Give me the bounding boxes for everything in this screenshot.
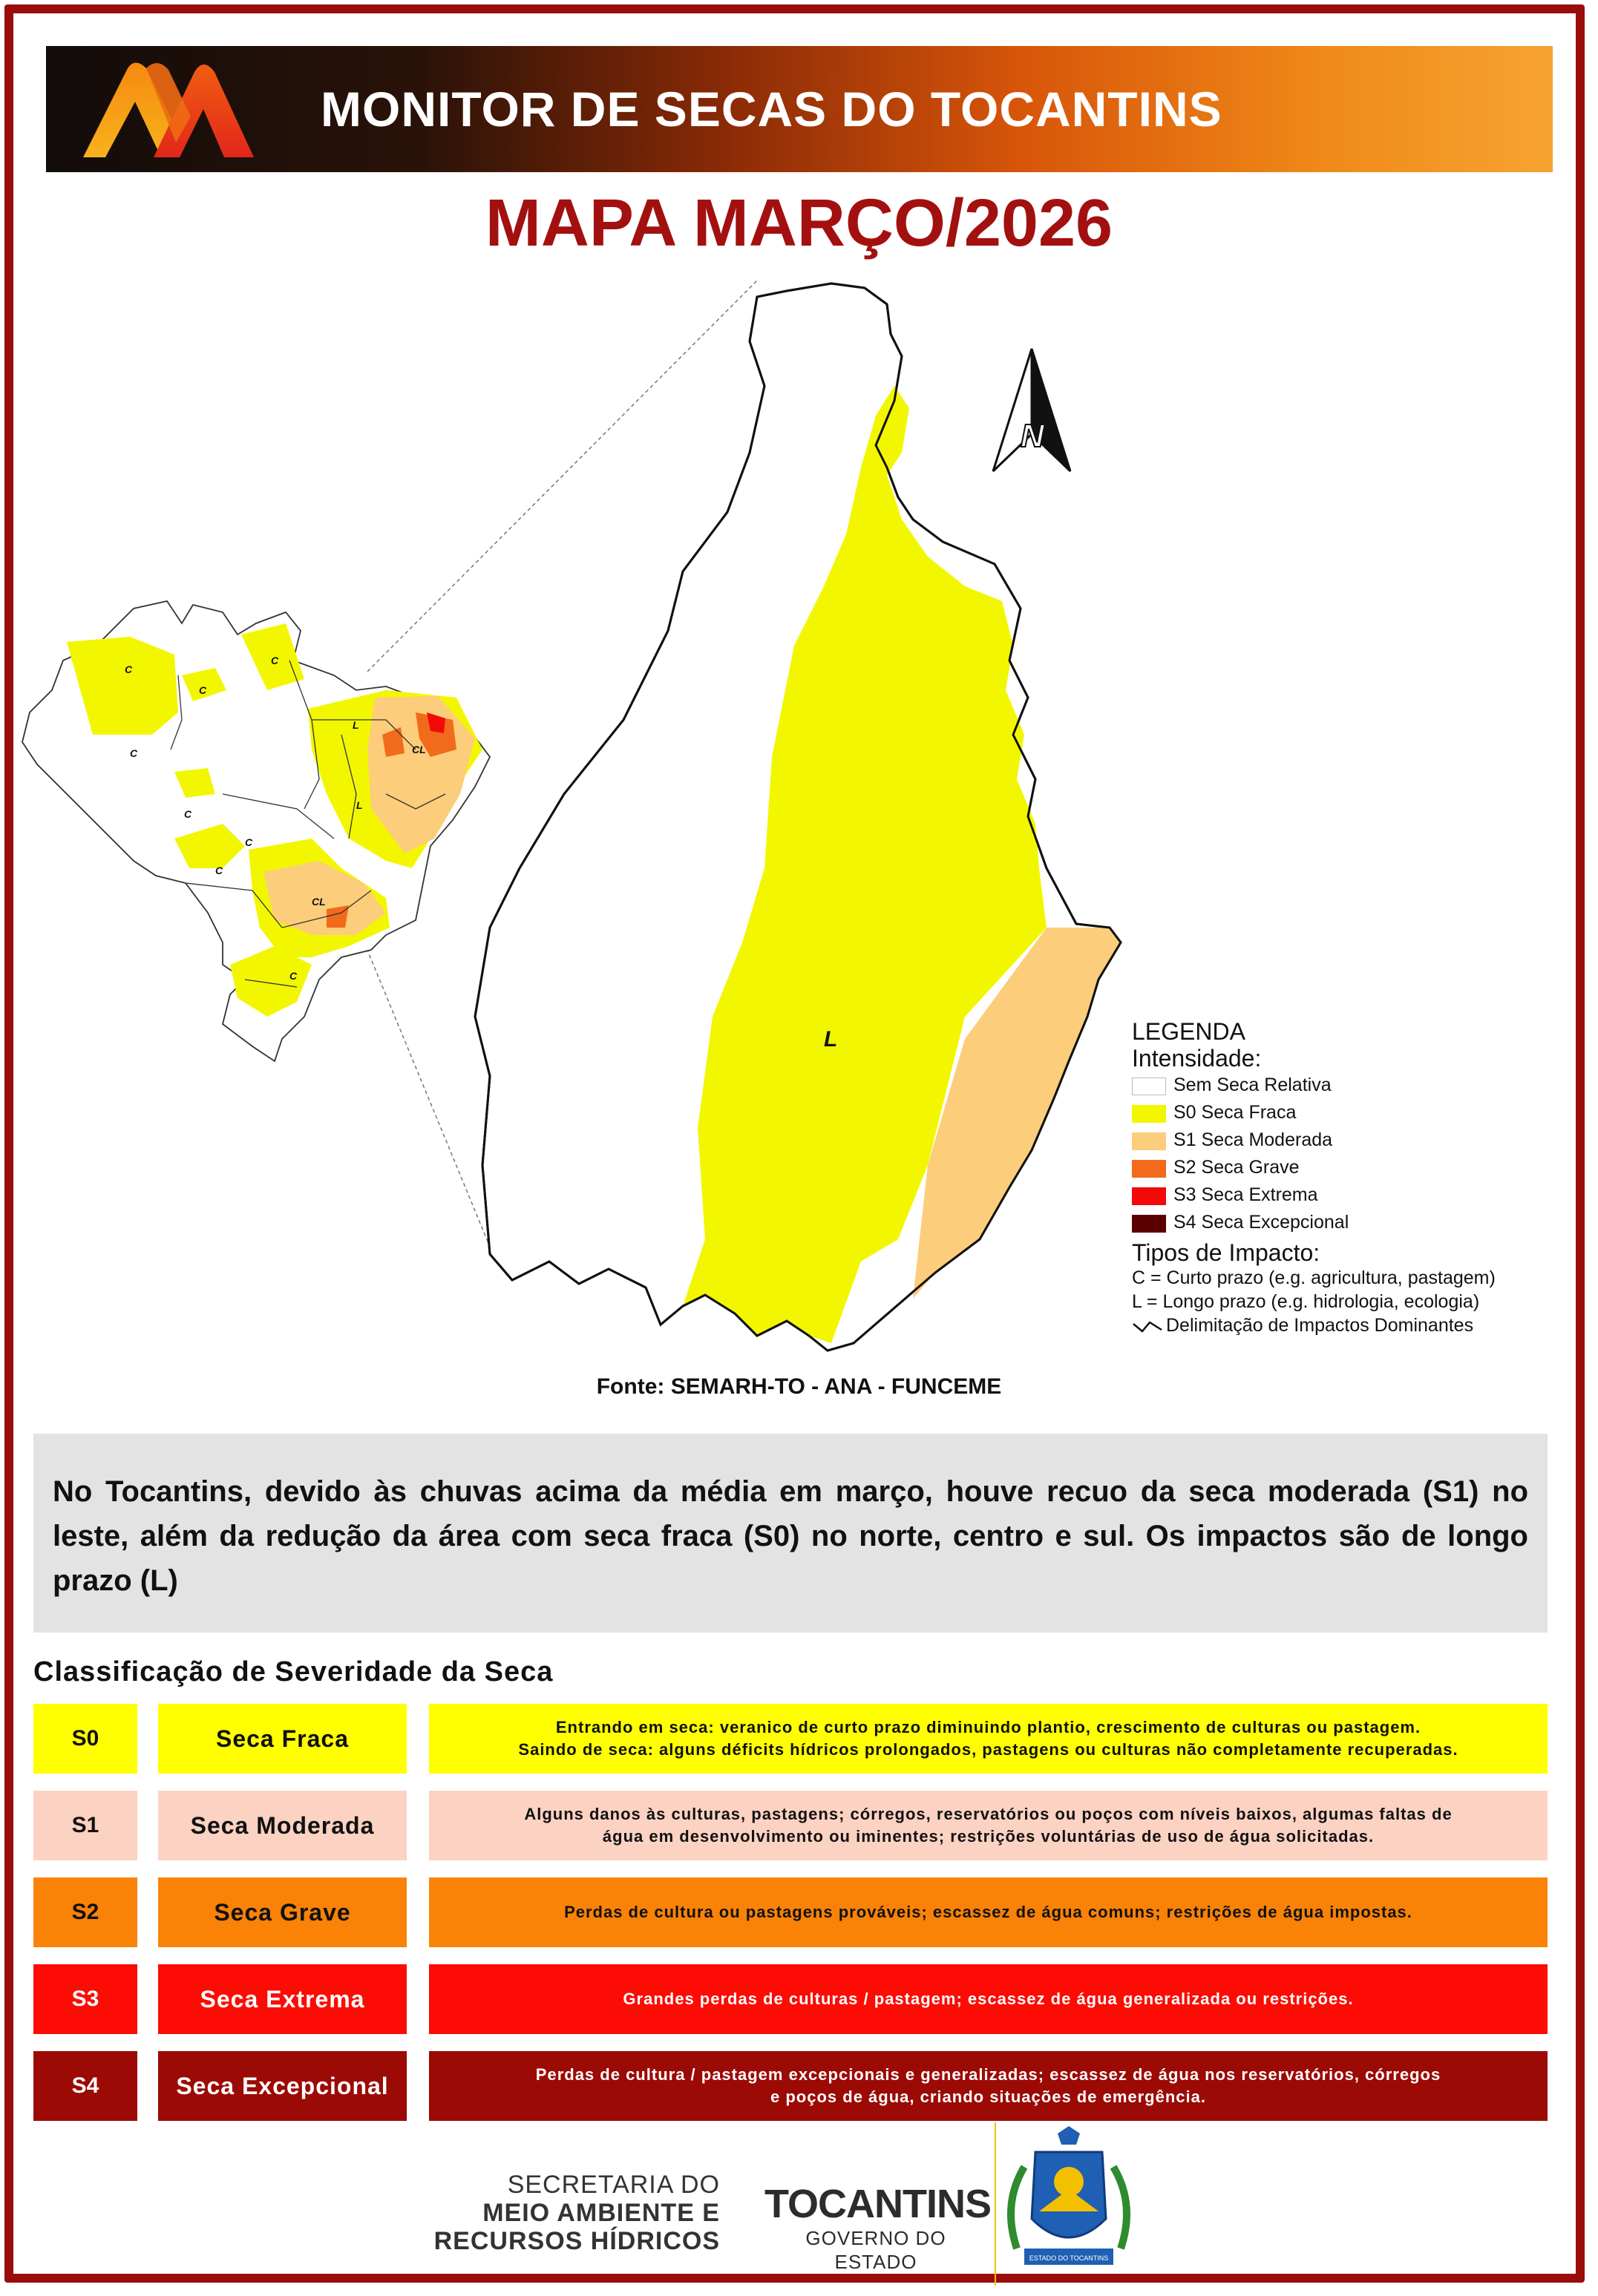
delimitation-line-icon	[1132, 1318, 1163, 1334]
header-banner	[46, 46, 1553, 172]
severity-description	[429, 1964, 1548, 2034]
legend-swatch-s2	[1132, 1160, 1166, 1178]
legend-intensity-title: Intensidade:	[1132, 1045, 1262, 1072]
severity-description-line: Perdas de cultura ou pastagens prováveis; escassez de água comuns; restrições de água impostas.	[564, 1903, 1412, 1921]
classification-title: Classificação de Severidade da Seca	[33, 1656, 554, 1687]
severity-row-s2	[33, 1877, 1548, 1947]
severity-description	[429, 1877, 1548, 1947]
brazil-impact-label: C	[184, 808, 192, 820]
legend-label: Sem Seca Relativa	[1173, 1075, 1332, 1095]
severity-code: S3	[33, 1964, 137, 2034]
severity-row-s0	[33, 1704, 1548, 1774]
semarh-line: MEIO AMBIENTE E	[482, 2199, 720, 2227]
legend-swatch-s0	[1132, 1105, 1166, 1123]
brazil-impact-label: C	[271, 655, 279, 666]
legend-item	[1132, 1126, 1577, 1154]
severity-description-line: água em desenvolvimento ou iminentes; restrições voluntárias de uso de água solicitadas.	[602, 1827, 1375, 1846]
severity-row-s3	[33, 1964, 1548, 2034]
semarh-logo	[416, 2171, 720, 2255]
legend-impact-l: L = Longo prazo (e.g. hidrologia, ecologia)	[1132, 1291, 1480, 1312]
severity-description-line: Saindo de seca: alguns déficits hídricos prolongados, pastagens ou culturas não completamente recuperadas.	[518, 1740, 1458, 1759]
semarh-line: SECRETARIA DO	[507, 2171, 720, 2199]
brazil-impact-label: C	[199, 684, 207, 696]
legend-delimit-label: Delimitação de Impactos Dominantes	[1166, 1315, 1474, 1336]
brazil-impact-label: CL	[412, 744, 426, 755]
summary-box	[33, 1434, 1548, 1633]
severity-description-line: Grandes perdas de culturas / pastagem; escassez de água generalizada ou restrições.	[623, 1990, 1354, 2008]
brazil-impact-label: L	[356, 799, 363, 811]
brazil-impact-label: C	[245, 836, 253, 848]
legend-label: S0 Seca Fraca	[1173, 1102, 1297, 1123]
severity-code: S0	[33, 1704, 137, 1774]
legend-label: S2 Seca Grave	[1173, 1157, 1300, 1178]
legend-swatch-none	[1132, 1078, 1166, 1095]
legend-item	[1132, 1209, 1577, 1236]
severity-description	[429, 1791, 1548, 1860]
severity-name: Seca Grave	[158, 1877, 407, 1947]
severity-description	[429, 1704, 1548, 1774]
legend-swatch-s3	[1132, 1187, 1166, 1205]
severity-name: Seca Fraca	[158, 1704, 407, 1774]
state-subtitle: GOVERNO DO ESTADO	[805, 2227, 946, 2273]
legend-item	[1132, 1181, 1577, 1209]
severity-code: S1	[33, 1791, 137, 1860]
summary-text: No Tocantins, devido às chuvas acima da média em março, houve recuo da seca moderada (S1) no leste, além da redução da área com seca fraca (S0) no norte, centro e sul. Os impactos são de longo prazo (L)	[53, 1475, 1528, 1597]
brazil-impact-label: C	[130, 747, 138, 759]
legend-impact-title: Tipos de Impacto:	[1132, 1239, 1320, 1266]
severity-code: S2	[33, 1877, 137, 1947]
severity-description-line: e poços de água, criando situações de emergência.	[770, 2087, 1206, 2106]
map-title: MAPA MARÇO/2026	[485, 186, 1113, 260]
zoom-line-bottom	[349, 905, 490, 1247]
severity-description-line: Perdas de cultura / pastagem excepcionais e generalizadas; escassez de água nos reservatórios, córregos	[535, 2065, 1441, 2084]
severity-name: Seca Excepcional	[158, 2051, 407, 2121]
legend-delimit	[1132, 1313, 1577, 1337]
state-name: TOCANTINS	[764, 2182, 992, 2226]
legend-item	[1132, 1072, 1577, 1099]
map-legend	[1132, 1018, 1577, 1337]
legend-swatch-s1	[1132, 1132, 1166, 1150]
brazil-impact-label: CL	[312, 896, 326, 908]
severity-description-line: Entrando em seca: veranico de curto prazo diminuindo plantio, crescimento de culturas ou pastagem.	[555, 1718, 1421, 1736]
legend-impact-c: C = Curto prazo (e.g. agricultura, pastagem)	[1132, 1267, 1496, 1288]
severity-description-line: Alguns danos às culturas, pastagens; córregos, reservatórios ou poços com níveis baixos, algumas faltas de	[524, 1805, 1453, 1823]
map-source: Fonte: SEMARH-TO - ANA - FUNCEME	[596, 1374, 1002, 1399]
severity-name: Seca Moderada	[158, 1791, 407, 1860]
monitor-logo-icon	[76, 53, 261, 165]
brazil-impact-label: L	[353, 719, 359, 731]
brazil-impact-label: C	[289, 970, 298, 982]
legend-item	[1132, 1099, 1577, 1126]
legend-item	[1132, 1154, 1577, 1181]
legend-swatch-s4	[1132, 1215, 1166, 1233]
state-coat-of-arms-icon	[995, 2122, 1143, 2286]
legend-label: S1 Seca Moderada	[1173, 1129, 1333, 1150]
severity-name: Seca Extrema	[158, 1964, 407, 2034]
tocantins-impact-label: L	[824, 1027, 838, 1052]
emblem-text: ESTADO DO TOCANTINS	[1029, 2254, 1109, 2262]
tocantins-government-logo	[764, 2182, 992, 2274]
header-title: MONITOR DE SECAS DO TOCANTINS	[321, 82, 1222, 137]
legend-title: LEGENDA	[1132, 1018, 1245, 1045]
legend-label: S4 Seca Excepcional	[1173, 1212, 1349, 1233]
footer	[0, 2108, 1598, 2286]
north-arrow-icon	[993, 349, 1070, 471]
brazil-inset-map	[22, 601, 490, 1061]
legend-label: S3 Seca Extrema	[1173, 1184, 1318, 1205]
semarh-line: RECURSOS HÍDRICOS	[433, 2227, 720, 2255]
severity-code: S4	[33, 2051, 137, 2121]
brazil-impact-label: C	[125, 663, 133, 675]
brazil-impact-label: C	[215, 865, 223, 876]
severity-row-s1	[33, 1791, 1548, 1860]
north-label: N	[1021, 418, 1044, 454]
